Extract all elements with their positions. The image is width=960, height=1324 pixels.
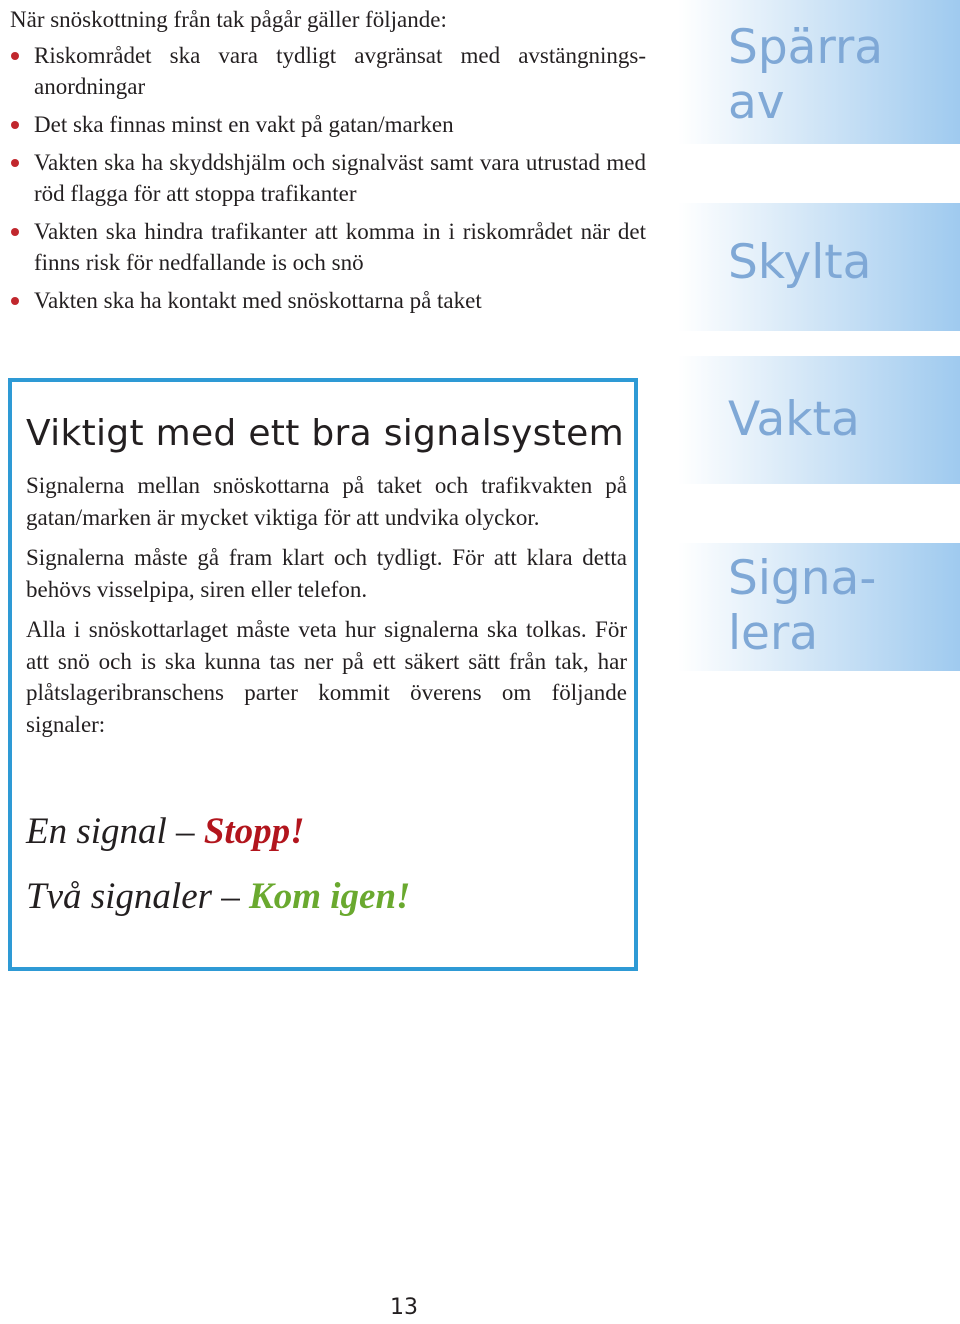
box-paragraph: Signalerna måste gå fram klart och tydligt. För att klara detta behövs visselpipa, siren eller telefon.	[26, 545, 627, 602]
signal-go-line	[26, 875, 410, 919]
box-body	[26, 470, 627, 749]
signal-go-word: Kom igen!	[249, 876, 411, 917]
signal-stop-prefix: En signal –	[26, 811, 204, 852]
intro-text: När snöskottning från tak pågår gäller följande:	[10, 7, 447, 32]
rules-list	[10, 40, 646, 323]
side-tab-vakta	[678, 356, 960, 484]
side-tab-signalera	[678, 543, 960, 671]
bullet-dot-icon	[11, 121, 19, 129]
side-tab-skylta	[678, 203, 960, 331]
list-item	[10, 285, 646, 316]
list-item-text: Riskområdet ska vara tydligt avgränsat med avstängningsanordningar	[34, 43, 646, 99]
bullet-dot-icon	[11, 159, 19, 167]
signal-go-prefix: Två signaler –	[26, 876, 250, 917]
box-paragraph: Alla i snöskottarlaget måste veta hur signalerna ska tolkas. För att snö och is ska kunna tas ner på ett säkert sätt från tak, har plåtslageribranschens parter kommit överens om följande signaler:	[26, 617, 627, 737]
signal-stop-line	[26, 810, 305, 854]
side-tab-label: Vakta	[728, 392, 860, 447]
side-tab-label: Spärra av	[728, 20, 884, 130]
list-item-text: Vakten ska hindra trafikanter att komma in i riskområdet när det finns risk för nedfallande is och snö	[34, 219, 646, 275]
side-tab-label: Skylta	[728, 235, 872, 290]
bullet-dot-icon	[11, 52, 19, 60]
list-item-text: Vakten ska ha skyddshjälm och signalväst samt vara utrustad med röd flagga för att stoppa trafikanter	[34, 150, 646, 206]
side-tab-sparra-av	[678, 0, 960, 144]
box-paragraph: Signalerna mellan snöskottarna på taket och trafikvakten på gatan/marken är mycket viktiga för att undvika olyckor.	[26, 473, 627, 530]
list-item	[10, 216, 646, 278]
list-item-text: Vakten ska ha kontakt med snöskottarna på taket	[34, 288, 482, 313]
bullet-dot-icon	[11, 297, 19, 305]
signal-stop-word: Stopp!	[203, 811, 305, 852]
list-item	[10, 109, 646, 140]
box-title: Viktigt med ett bra signalsystem	[26, 413, 624, 454]
signal-system-box	[8, 378, 638, 971]
side-tab-label: Signa- lera	[728, 551, 877, 661]
page-number: 13	[390, 1295, 418, 1320]
bullet-dot-icon	[11, 228, 19, 236]
list-item-text: Det ska finnas minst en vakt på gatan/marken	[34, 112, 454, 137]
list-item	[10, 147, 646, 209]
list-item	[10, 40, 646, 102]
